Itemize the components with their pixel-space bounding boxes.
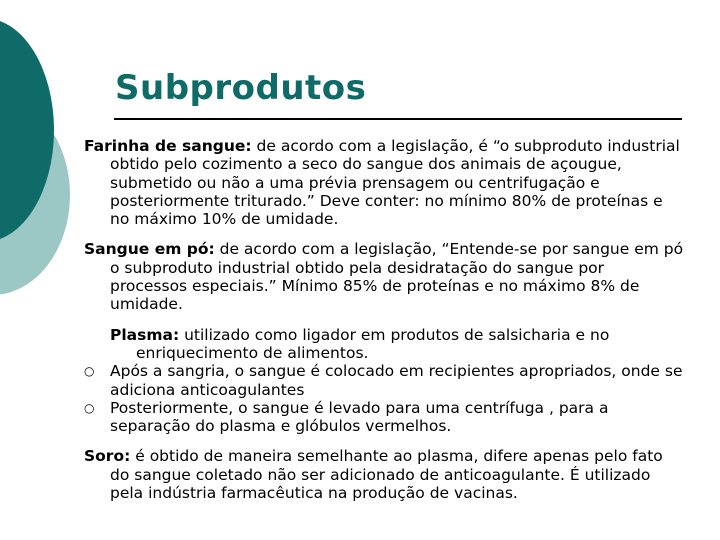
section-text: de acordo com a legislação, “Entende-se por sangue em pó o subproduto industrial obtido pela desidratação do sangue por processos especiais.” Mínimo 85% de proteínas e no máximo 8% de umidade. [110,240,684,314]
term-label: Sangue em pó: [84,240,215,259]
title-underline [114,118,682,120]
hollow-circle-icon: ○ [84,400,95,415]
slide-body [84,137,684,514]
section-text: utilizado como ligador em produtos de salsicharia e no enriquecimento de alimentos. [136,325,610,362]
section-plasma [84,326,684,436]
hollow-circle-icon: ○ [84,364,95,379]
bullet-text: Após a sangria, o sangue é colocado em recipientes apropriados, onde se adiciona anticoagulantes [110,362,683,399]
section-text: é obtido de maneira semelhante ao plasma, difere apenas pelo fato do sangue coletado não ser adicionado de anticoagulante. É utilizado pela indústria farmacêutica na produção de vacinas. [110,447,663,503]
term-label: Plasma: [110,325,180,344]
plasma-intro [110,326,684,363]
term-label: Soro: [84,447,131,466]
section-soro [84,447,684,502]
slide-title: Subprodutos [115,68,367,108]
section-farinha [84,137,684,228]
bullet-text: Posteriormente, o sangue é levado para uma centrífuga , para a separação do plasma e glóbulos vermelhos. [110,398,609,436]
list-item [84,399,684,436]
term-label: Farinha de sangue: [84,137,252,155]
list-item [84,362,684,399]
section-sangue-em-po [84,240,684,313]
decorative-circles [0,0,90,300]
section-text: de acordo com a legislação, é “o subproduto industrial obtido pelo cozimento a seco do sangue dos animais de açougue, submetido ou não a uma prévia prensagem ou centrifugação e posteriormente triturado.” Deve conter: no mínimo 80% de proteínas e no máximo 10% de umidade. [110,137,680,229]
